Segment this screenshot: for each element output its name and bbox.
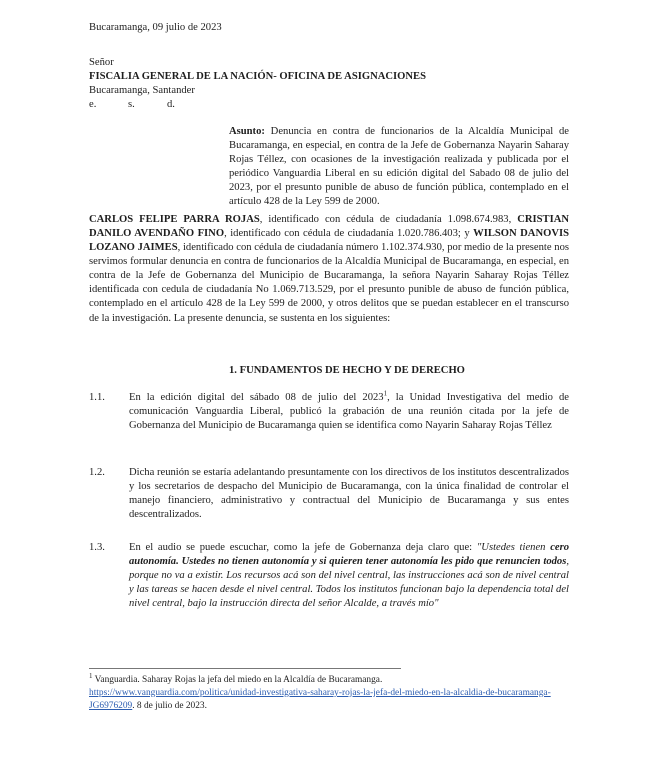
quote-part: "Ustedes tienen <box>476 542 551 553</box>
quote-bold-part: cero autonomía. Ustedes no tienen autonomía y si quieren tener autonomía les pido que renuncien todos <box>129 542 570 568</box>
esd-e: e. <box>89 99 97 110</box>
asunto-paragraph <box>229 125 569 209</box>
recipient-city: Bucaramanga, Santander <box>89 85 195 96</box>
complainant-1-name: CARLOS FELIPE PARRA ROJAS <box>89 214 260 225</box>
fact-text-part: , la Unidad Investigativa del medio de comunicación Vanguardia Liberal, publicó la grabación de una reunión citada por la jefe de Gobernanza del Municipio de Bucaramanga quien se identifica como Nayarin Saharay Rojas Téllez <box>129 392 569 432</box>
fact-number: 1.3. <box>89 542 105 553</box>
complainant-2-name: CRISTIAN DANILO AVENDAÑO FINO <box>89 214 569 240</box>
complainant-2-id: , identificado con cédula de ciudadanía 1.020.786.403; y <box>224 228 474 240</box>
footnote-text: Vanguardia. Saharay Rojas la jefa del miedo en la Alcaldía de Bucaramanga. <box>92 675 383 685</box>
fact-text-part: En el audio se puede escuchar, como la jefe de Gobernanza deja claro que: <box>129 542 477 553</box>
footnote <box>89 671 569 712</box>
esd-s: s. <box>128 99 135 110</box>
footnote-date: . 8 de julio de 2023. <box>132 700 207 711</box>
intro-paragraph <box>89 213 569 326</box>
fact-text <box>129 391 569 433</box>
fact-text-part: En la edición digital del sábado 08 de julio del 2023 <box>129 392 384 403</box>
fact-item-1-3 <box>89 541 569 611</box>
fact-number: 1.2. <box>89 467 105 478</box>
fact-number: 1.1. <box>89 392 105 403</box>
section-title: 1. FUNDAMENTOS DE HECHO Y DE DERECHO <box>229 365 465 376</box>
complainant-3-name: WILSON DANOVIS LOZANO JAIMES <box>89 228 570 254</box>
intro-rest: , identificado con cédula de ciudadanía número 1.102.374.930, por medio de la presente nos servimos formular denuncia en contra de funcionarios de la Alcaldía Municipal de Bucaramanga, en especial, en contra de la Jefe de Gobernanza del Municipio de Bucaramanga, la señora Nayarin Saharay Rojas Téllez identificada con cedula de ciudadanía No 1.069.713.529, por el presunto punible de abuso de función pública, contemplado en el artículo 428 de la Ley 599 de 2000, y otros delitos que se puedan establecer en el transcurso de la investigación. La presente denuncia, se sustenta en los siguientes: <box>89 242 569 324</box>
asunto-text: Denuncia en contra de funcionarios de la Alcaldía Municipal de Bucaramanga, en especial, en contra de la Jefe de Gobernanza Nayarin Saharay Rojas Téllez, con ocasiones de la investigación realizada y publicada por el periódico Vanguardia Liberal en su edición digital del Sabado 08 de julio del 2023, por el presunto punible de abuso de función pública, contemplado en el artículo 428 de la Ley 599 de 2000. <box>229 126 569 208</box>
footnote-link[interactable]: https://www.vanguardia.com/politica/unidad-investigativa-saharay-rojas-la-jefa-del-miedo-en-la-alcaldia-de-bucaramanga-JG6976209 <box>89 687 551 711</box>
footnote-number: 1 <box>89 671 93 680</box>
fact-item-1-1 <box>89 391 569 433</box>
recipient-organization: FISCALIA GENERAL DE LA NACIÓN- OFICINA DE ASIGNACIONES <box>89 71 427 82</box>
recipient-esd <box>89 98 426 112</box>
recipient-block <box>89 56 426 112</box>
date-line: Bucaramanga, 09 julio de 2023 <box>89 22 222 33</box>
fact-text: Dicha reunión se estaría adelantando presuntamente con los directivos de los institutos descentralizados y los secretarios de despacho del Municipio de Bucaramanga, con la única finalidad de controlar el manejo financiero, administrativo y contractual del Municipio de Bucaramanga y sus entes descentralizados. <box>129 467 569 521</box>
esd-d: d. <box>167 99 175 110</box>
footnote-separator <box>89 668 401 669</box>
asunto-label: Asunto: <box>229 126 265 137</box>
salutation: Señor <box>89 57 114 68</box>
fact-item-1-2 <box>89 466 569 522</box>
complainant-1-id: , identificado con cédula de ciudadanía 1.098.674.983, <box>259 214 518 225</box>
fact-text <box>129 541 569 611</box>
quote-part: , porque no va a existir. Los recursos acá son del nivel central, las instrucciones acá son de nivel central y las tareas se hacen desde el nivel central. Todos los institutos funcionan bajo la dependencia total del nivel central, bajo la instrucción directa del señor Alcalde, a través mío" <box>129 556 569 610</box>
footnote-ref[interactable]: 1 <box>383 389 388 398</box>
